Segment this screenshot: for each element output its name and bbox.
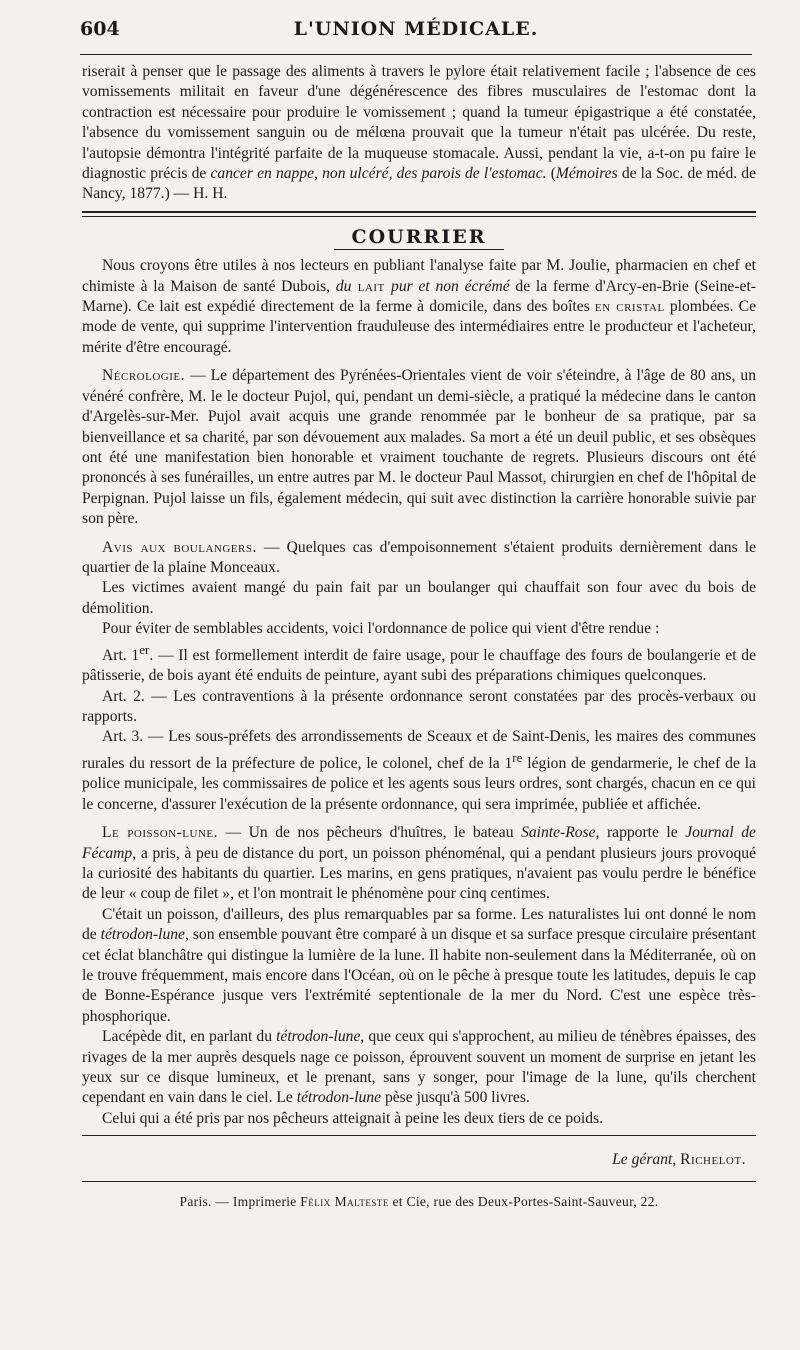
poisson-label: Le poisson-lune. (102, 824, 219, 842)
intro-italic-memoires: Mémoires (555, 165, 618, 183)
signature-label: Le gérant, (612, 1151, 677, 1169)
poisson-p3-text-3: pèse jusqu'à 500 livres. (381, 1089, 530, 1107)
lait-smallcaps-2: en cristal (594, 298, 665, 316)
necrologie-label: Nécrologie. (102, 367, 185, 385)
article-body (82, 62, 756, 1212)
page-number: 604 (80, 18, 120, 40)
boulangers-paragraph-3: Pour éviter de semblables accidents, voici l'ordonnance de police qui vient d'être rendue : (102, 620, 660, 638)
poisson-p2-text-2: , son ensemble pouvant être comparé à un disque et sa surface presque circulaire présentant cet éclat blanchâtre qui distingue la lumière de la lune. Il habite non-seulement dans la Méditerranée, où on le trouve fréquemment, mais encore dans l'Océan, où on le pêche à presque toute les latitudes, depuis le cap de Bonne-Espérance jusque vers l'extrémité septentionale de la mer du Nord. C'est une espèce très-phosphorique. (82, 926, 756, 1025)
imprint-line (82, 1192, 756, 1212)
closing-rule (82, 1135, 756, 1136)
poisson-paragraph-1 (82, 823, 756, 905)
article-3 (82, 727, 756, 815)
boulangers-text-1: — Quelques cas d'empoisonnement s'étaient produits dernièrement dans le quartier de la plaine Monceaux. (82, 538, 756, 576)
poisson-p3-text-2: , que ceux qui s'approchent, au milieu de ténèbres épaisses, des rivages de la mer auprès desquels nage ce poisson, éprouvent souvent un moment de surprise en jetant les yeux sur ce disque lumineux, et le prenant, sans y songer, pour l'image de la lune, qu'ils cherchent cependant en vain dans le ciel. Le (82, 1028, 756, 1107)
poisson-paragraph-2 (82, 905, 756, 1027)
boulangers-paragraph-1 (82, 538, 756, 579)
article-1-text: . — Il est formellement interdit de faire usage, pour le chauffage des fours de boulangerie et de pâtisserie, de bois ayant été enduits de peinture, ayant subi des préparations chimiques quelconques. (82, 646, 756, 685)
intro-ref-rest: de la Soc. de méd. de Nancy, 1877.) — H. H. (82, 165, 757, 203)
intro-paragraph (82, 62, 756, 205)
poisson-italic-journal: Journal de Fécamp (82, 824, 756, 862)
poisson-p3-text-1: Lacépède dit, en parlant du (102, 1028, 277, 1046)
signature (82, 1150, 756, 1170)
imprint-text-1: Paris. — Imprimerie (179, 1193, 301, 1209)
lait-smallcaps-1: lait (351, 277, 392, 295)
poisson-paragraph-4: Celui qui a été pris par nos pêcheurs atteignait à peine les deux tiers de ce poids. (102, 1109, 604, 1127)
intro-ref-open: ( (546, 165, 556, 183)
article-1-sup: er (139, 641, 150, 657)
necrologie-paragraph (82, 366, 756, 529)
lait-text-1: Nous croyons être utiles à nos lecteurs en publiant l'analyse faite par M. Joulie, pharmacien en chef et chimiste à la Maison de santé Dubois, (82, 257, 756, 295)
article-1 (82, 640, 756, 687)
lait-italic-2: pur et non écrémé (391, 277, 510, 295)
article-3-sup: re (512, 749, 523, 765)
article-2: Art. 2. — Les contraventions à la présente ordonnance seront constatées par des procès-verbaux ou rapports. (82, 687, 756, 725)
lait-text-2: de la ferme d'Arcy-en-Brie (Seine-et-Marne). Ce lait est expédié directement de la ferme à domicile, dans des boîtes (82, 277, 756, 316)
intro-italic-diagnosis: cancer en nappe, non ulcéré, des parois de l'estomac. (210, 165, 547, 183)
lait-italic-1: du (335, 277, 352, 295)
signature-name: Richelot. (680, 1151, 746, 1169)
intro-text: riserait à penser que le passage des aliments à travers le pylore était relativement facile ; l'absence de ces vomissements militait en faveur d'une dégénérescence des fibres musculaires de l'estomac dont la contraction est nécessaire pour produire le vomissement ; quand la tumeur épigastrique a été constatée, l'absence du vomissement sanguin ou de mélœna prouvait que la tumeur n'était pas ulcérée. Du reste, l'autopsie démontra l'intégrité parfaite de la muqueuse stomacale. Aussi, pendant la vie, a-t-on pu faire le diagnostic précis de (82, 63, 756, 183)
poisson-p3-italic-2: tétrodon-lune (296, 1089, 382, 1107)
poisson-p3-italic-1: tétrodon-lune (276, 1028, 361, 1046)
header-rule (80, 54, 752, 55)
poisson-italic-boat: Sainte-Rose (521, 824, 596, 842)
lait-text-3: plombées. Ce mode de vente, qui supprime l'intervention frauduleuse des intermédiaires entre le producteur et l'acheteur, mérite d'être encouragé. (82, 298, 756, 356)
poisson-paragraph-3 (82, 1027, 756, 1109)
poisson-p2-italic: tétrodon-lune (100, 926, 185, 944)
poisson-text-2: , rapporte le (595, 824, 686, 842)
section-divider (82, 211, 756, 217)
article-1-label: Art. 1 (102, 646, 140, 664)
article-3-text-b: légion de gendarmerie, le chef de la police municipale, les commissaires de police et les agents sous leurs ordres, sont chargés, chacun en ce qui le concerne, d'assurer l'exécution de la présente ordonnance, qui sera imprimée, publiée et affichée. (82, 754, 756, 813)
page-header (80, 18, 752, 48)
section-title: COURRIER (334, 227, 504, 250)
imprint-printer-name: Félix Malteste (300, 1193, 389, 1209)
poisson-text-3: , a pris, à peu de distance du port, un poisson phénoménal, qui a pendant plusieurs jours provoqué la curiosité des habitants du quartier. Les marins, en gens pratiques, n'avaient pas voulu perdre le bénéfice de leur « coup de filet », et l'on montrait le phénomène pour cinq centimes. (82, 844, 756, 903)
lait-paragraph (82, 256, 756, 358)
necrologie-text: — Le département des Pyrénées-Orientales vient de voir s'éteindre, à l'âge de 80 ans, un vénéré confrère, M. le le docteur Pujol, qui, pendant un demi-siècle, a pratiqué la médecine dans le canton d'Argelès-sur-Mer. Pujol avait acquis une grande renommée par le bonheur de sa pratique, par sa bienveillance et sa charité, par son dévouement aux malades. Sa mort a été un deuil public, et ses obsèques ont été une manifestation bien honorable et vraiment touchante de regrets. Plusieurs discours ont été prononcés à ses funérailles, un entre autres par M. le docteur Paul Massot, chirurgien en chef de l'hôpital de Perpignan. Pujol laisse un fils, également médecin, qui suit avec distinction la carrière honorable suivie par son père. (82, 367, 756, 528)
journal-title: L'UNION MÉDICALE. (293, 18, 539, 40)
poisson-text-1: — Un de nos pêcheurs d'huîtres, le bateau (218, 824, 522, 842)
imprint-rule (82, 1181, 756, 1182)
imprint-text-2: et Cie, rue des Deux-Portes-Saint-Sauveur, 22. (388, 1193, 659, 1209)
article-3-text-a: Art. 3. — Les sous-préfets des arrondissements de Sceaux et de Saint-Denis, les maires des communes rurales du ressort de la préfecture de police, le colonel, chef de la 1 (82, 728, 756, 772)
boulangers-paragraph-2: Les victimes avaient mangé du pain fait par un boulanger qui chauffait son four avec du bois de démolition. (82, 579, 756, 617)
boulangers-label: Avis aux boulangers. (102, 538, 257, 556)
poisson-p2-text-1: C'était un poisson, d'ailleurs, des plus remarquables par sa forme. Les naturalistes lui ont donné le nom de (82, 905, 756, 944)
